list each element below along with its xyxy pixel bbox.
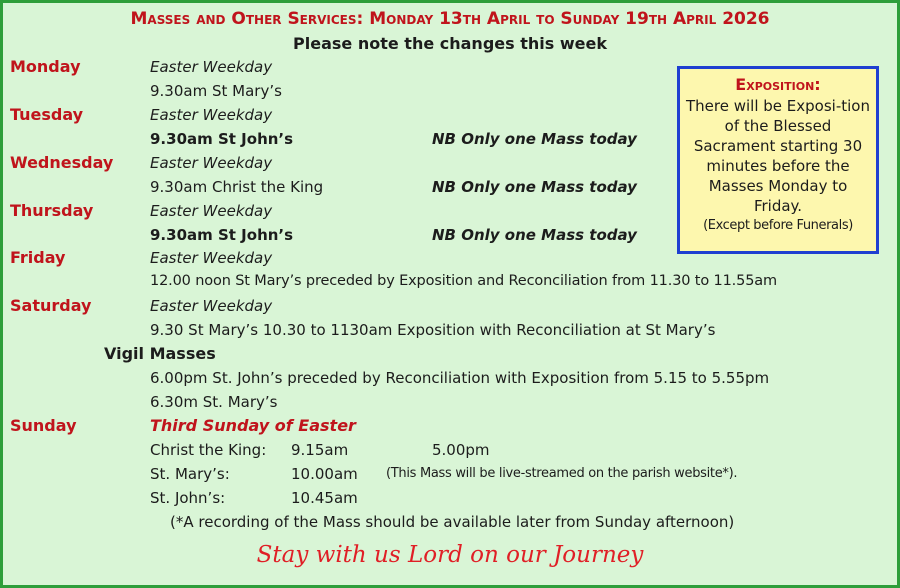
day-saturday: Saturday (10, 296, 92, 315)
wednesday-nb-note: NB Only one Mass today (432, 178, 637, 196)
sunday-church-1: Christ the King: (150, 441, 267, 459)
day-monday: Monday (10, 57, 81, 76)
exposition-body: There will be Exposi-tion of the Blessed Sacrament starting 30 minutes before the Masses Monday to Friday. (686, 97, 870, 215)
sunday-time-2: 10.00am (291, 465, 358, 483)
saturday-weekday: Easter Weekday (150, 297, 273, 315)
exposition-box (677, 66, 879, 254)
friday-weekday: Easter Weekday (150, 249, 273, 267)
page-subtitle: Please note the changes this week (293, 34, 607, 53)
recording-note: (*A recording of the Mass should be available later from Sunday afternoon) (170, 513, 735, 531)
sunday-time-1: 9.15am (291, 441, 349, 459)
wednesday-weekday: Easter Weekday (150, 154, 273, 172)
day-thursday: Thursday (10, 201, 94, 220)
vigil-mass-1: 6.00pm St. John’s preceded by Reconciliation with Exposition from 5.15 to 5.55pm (150, 369, 770, 387)
thursday-mass: 9.30am St John’s (150, 226, 294, 244)
page-title: Masses and Other Services: Monday 13th April to Sunday 19th April 2026 (130, 9, 770, 29)
footer-prayer: Stay with us Lord on our Journey (256, 542, 644, 568)
thursday-weekday: Easter Weekday (150, 202, 273, 220)
wednesday-mass: 9.30am Christ the King (150, 178, 324, 196)
thursday-nb-note: NB Only one Mass today (432, 226, 637, 244)
exposition-title: Exposition: (735, 75, 821, 94)
monday-weekday: Easter Weekday (150, 58, 273, 76)
day-tuesday: Tuesday (10, 105, 84, 124)
tuesday-mass: 9.30am St John’s (150, 130, 294, 148)
tuesday-nb-note: NB Only one Mass today (432, 130, 637, 148)
sunday-church-2: St. Mary’s: (150, 465, 230, 483)
monday-mass: 9.30am St Mary’s (150, 82, 282, 100)
sunday-extra-2: (This Mass will be live-streamed on the parish website*). (386, 466, 738, 481)
sunday-extra-1: 5.00pm (432, 441, 490, 459)
sunday-time-3: 10.45am (291, 489, 358, 507)
vigil-mass-2: 6.30m St. Mary’s (150, 393, 278, 411)
sunday-title: Third Sunday of Easter (150, 416, 356, 435)
day-friday: Friday (10, 248, 66, 267)
sunday-church-3: St. John’s: (150, 489, 226, 507)
friday-mass: 12.00 noon St Mary’s preceded by Exposition and Reconciliation from 11.30 to 11.55am (150, 273, 777, 289)
saturday-mass: 9.30 St Mary’s 10.30 to 1130am Exposition with Reconciliation at St Mary’s (150, 321, 716, 339)
day-wednesday: Wednesday (10, 153, 114, 172)
exposition-note: (Except before Funerals) (703, 218, 853, 233)
tuesday-weekday: Easter Weekday (150, 106, 273, 124)
day-sunday: Sunday (10, 416, 77, 435)
vigil-label: Vigil Masses (104, 344, 216, 363)
